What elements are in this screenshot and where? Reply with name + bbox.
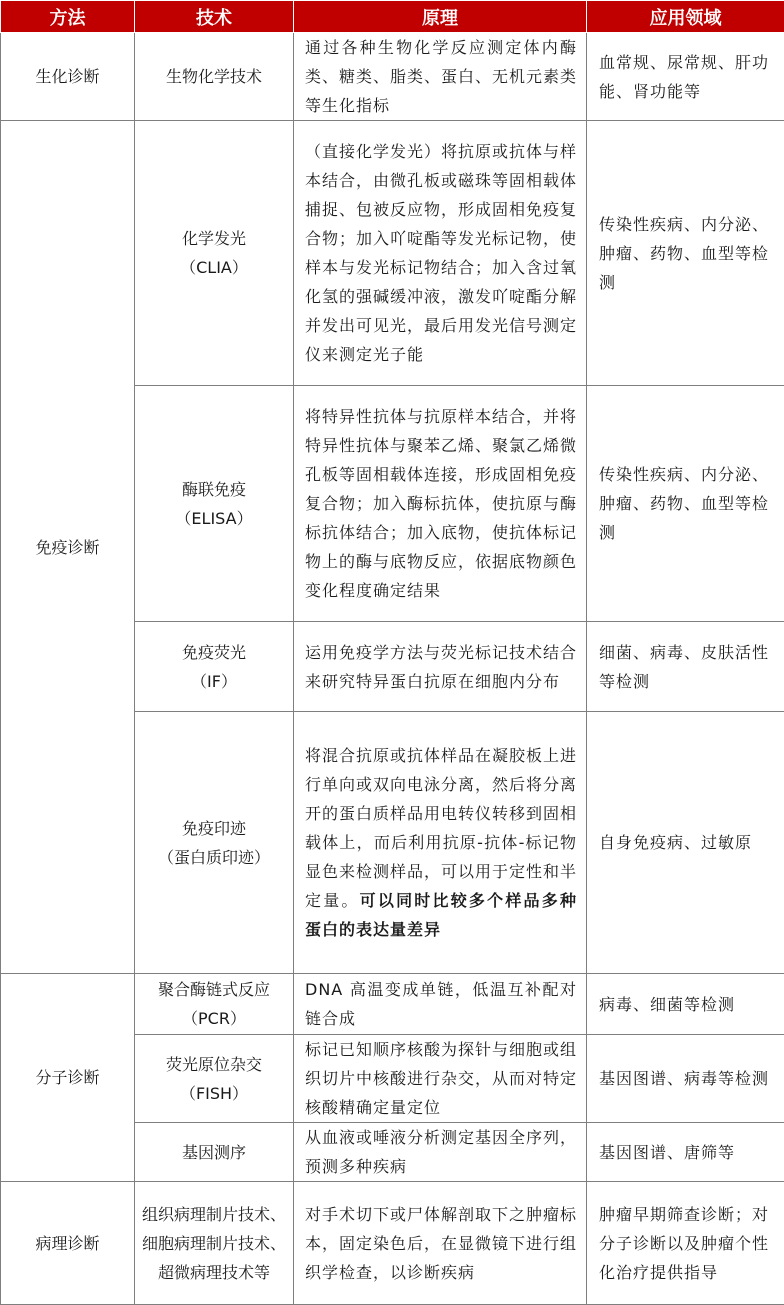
principle-cell: 运用免疫学方法与荧光标记技术结合来研究特异蛋白抗原在细胞内分布	[294, 622, 587, 712]
header-technique: 技术	[135, 1, 294, 33]
technique-name: 免疫印迹	[139, 814, 289, 843]
technique-name: 化学发光	[139, 224, 289, 253]
header-application: 应用领域	[587, 1, 784, 33]
technique-name: 荧光原位杂交	[139, 1050, 289, 1079]
technique-cell	[135, 622, 294, 712]
technique-cell	[135, 1123, 294, 1182]
technique-cell	[135, 712, 294, 974]
principle-cell: 从血液或唾液分析测定基因全序列，预测多种疾病	[294, 1123, 587, 1182]
technique-cell	[135, 974, 294, 1035]
principle-cell: 通过各种生物化学反应测定体内酶类、糖类、脂类、蛋白、无机元素类等生化指标	[294, 33, 587, 121]
principle-cell: 将特异性抗体与抗原样本结合，并将特异性抗体与聚苯乙烯、聚氯乙烯微孔板等固相载体连接，形成固相免疫复合物；加入酶标抗体，使抗原与酶标抗体结合；加入底物，使抗体标记物上的酶与底物反应，依据底物颜色变化程度确定结果	[294, 386, 587, 622]
principle-cell: 对手术切下或尸体解剖取下之肿瘤标本，固定染色后，在显微镜下进行组织学检查，以诊断疾病	[294, 1182, 587, 1305]
application-cell: 细菌、病毒、皮肤活性等检测	[587, 622, 784, 712]
application-cell: 肿瘤早期筛查诊断；对分子诊断以及肿瘤个性化治疗提供指导	[587, 1182, 784, 1305]
principle-cell: 标记已知顺序核酸为探针与细胞或组织切片中核酸进行杂交，从而对特定核酸精确定量定位	[294, 1035, 587, 1123]
table-row	[1, 1182, 784, 1305]
principle-cell: （直接化学发光）将抗原或抗体与样本结合，由微孔板或磁珠等固相载体捕捉、包被反应物，形成固相免疫复合物；加入吖啶酯等发光标记物，使样本与发光标记物结合；加入含过氧化氢的强碱缓冲液，激发吖啶酯分解并发出可见光，最后用发光信号测定仪来测定光子能	[294, 121, 587, 386]
technique-cell	[135, 1182, 294, 1305]
application-cell: 传染性疾病、内分泌、肿瘤、药物、血型等检测	[587, 386, 784, 622]
technique-abbr: （CLIA）	[139, 253, 289, 282]
technique-name: 基因测序	[139, 1138, 289, 1167]
technique-cell	[135, 121, 294, 386]
technique-abbr: （ELISA）	[139, 504, 289, 533]
method-cell-immuno: 免疫诊断	[1, 121, 135, 974]
principle-cell	[294, 712, 587, 974]
technique-cell	[135, 33, 294, 121]
technique-name: 生物化学技术	[139, 62, 289, 91]
principle-cell: DNA 高温变成单链，低温互补配对链合成	[294, 974, 587, 1035]
method-cell-biochem: 生化诊断	[1, 33, 135, 121]
method-cell-pathology: 病理诊断	[1, 1182, 135, 1305]
header-method: 方法	[1, 1, 135, 33]
principle-text: 将混合抗原或抗体样品在凝胶板上进行单向或双向电泳分离，然后将分离开的蛋白质样品用电转仪转移到固相载体上，而后利用抗原-抗体-标记物显色来检测样品，可以用于定性和半定量。	[305, 746, 577, 910]
technique-abbr: （IF）	[139, 667, 289, 696]
table-row	[1, 121, 784, 386]
application-cell: 基因图谱、病毒等检测	[587, 1035, 784, 1123]
method-cell-molecular: 分子诊断	[1, 974, 135, 1182]
technique-abbr: （蛋白质印迹）	[139, 843, 289, 872]
technique-name: 组织病理制片技术、细胞病理制片技术、超微病理技术等	[139, 1200, 289, 1287]
application-cell: 传染性疾病、内分泌、肿瘤、药物、血型等检测	[587, 121, 784, 386]
application-cell: 血常规、尿常规、肝功能、肾功能等	[587, 33, 784, 121]
principle-highlight: 可以同时比较多个样品多种蛋白的表达量差异	[305, 891, 577, 939]
technique-abbr: （PCR）	[139, 1004, 289, 1033]
header-principle: 原理	[294, 1, 587, 33]
application-cell: 病毒、细菌等检测	[587, 974, 784, 1035]
technique-name: 免疫荧光	[139, 638, 289, 667]
technique-cell	[135, 1035, 294, 1123]
technique-cell	[135, 386, 294, 622]
technique-name: 聚合酶链式反应	[139, 975, 289, 1004]
header-row	[1, 1, 784, 33]
table-row	[1, 33, 784, 121]
application-cell: 基因图谱、唐筛等	[587, 1123, 784, 1182]
application-cell: 自身免疫病、过敏原	[587, 712, 784, 974]
table-row	[1, 974, 784, 1035]
technique-name: 酶联免疫	[139, 475, 289, 504]
technique-abbr: （FISH）	[139, 1079, 289, 1108]
